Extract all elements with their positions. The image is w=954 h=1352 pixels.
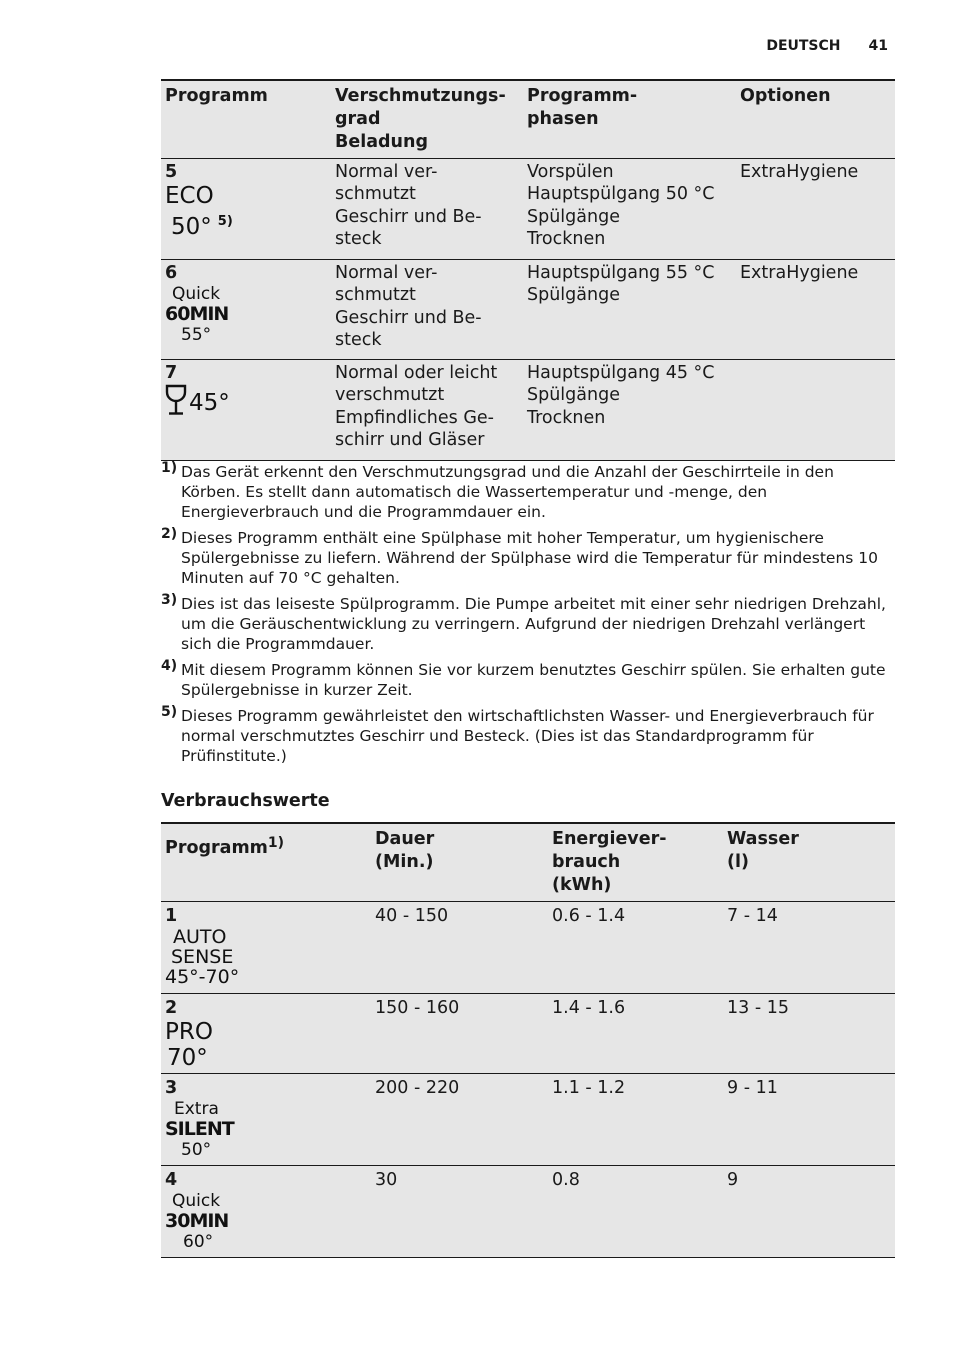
program-cell xyxy=(161,901,371,993)
program-temperature: 45°-70° xyxy=(165,965,240,988)
footnote xyxy=(161,462,891,522)
program-symbol-silent: SILENT xyxy=(165,1117,234,1140)
program-symbol-temp xyxy=(171,209,327,240)
table-row xyxy=(161,1165,895,1257)
column-header-program: Programm xyxy=(165,86,268,106)
program-temperature: 70° xyxy=(167,1044,208,1071)
phases-cell: Vorspülen Hauptspülgang 50 °C Spülgänge Trocknen xyxy=(527,161,715,249)
program-temperature: 45° xyxy=(189,390,230,416)
program-temperature: 60° xyxy=(183,1231,214,1252)
program-cell xyxy=(161,158,331,259)
footnote-text: Mit diesem Programm können Sie vor kurzem benutztes Geschirr spülen. Sie erhalten gute Spülergebnisse in kurzer Zeit. xyxy=(181,661,886,699)
soil-cell: Normal ver- schmutzt Geschirr und Be- steck xyxy=(335,161,482,249)
program-number: 5 xyxy=(165,161,178,182)
footnote xyxy=(161,528,891,588)
energy-cell: 0.8 xyxy=(552,1169,580,1190)
program-number: 1 xyxy=(165,905,178,926)
phases-cell: Hauptspülgang 45 °C Spülgänge Trocknen xyxy=(527,362,715,428)
footnotes xyxy=(161,462,891,772)
duration-cell: 150 - 160 xyxy=(375,997,460,1018)
consumption-table xyxy=(161,822,895,1258)
options-cell xyxy=(736,359,895,460)
water-cell: 9 - 11 xyxy=(727,1077,778,1098)
footnote-text: Dieses Programm enthält eine Spülphase mit hoher Temperatur, um hygienischere Spülergebnisse zu liefern. Während der Spülphase wird die Temperatur für mindestens 10 Minuten auf 70 °C gehalten. xyxy=(181,529,879,587)
program-symbol-sense: SENSE xyxy=(171,945,234,968)
energy-cell: 1.4 - 1.6 xyxy=(552,997,626,1018)
options-cell: ExtraHygiene xyxy=(740,262,859,283)
footnote-mark: 1) xyxy=(161,460,178,476)
column-header-phases: Programm- phasen xyxy=(527,86,638,129)
column-header-soil: Verschmutzungs- grad Beladung xyxy=(335,86,506,152)
duration-cell: 40 - 150 xyxy=(375,905,449,926)
page-header xyxy=(766,38,888,54)
program-cell xyxy=(161,1165,371,1257)
footnote-ref: 1) xyxy=(267,835,285,851)
program-symbol-glass xyxy=(165,384,327,416)
wine-glass-icon xyxy=(165,384,187,416)
column-header-duration: Dauer (Min.) xyxy=(375,829,435,872)
program-temperature: 50° xyxy=(181,1139,212,1160)
program-number: 6 xyxy=(165,262,178,283)
footnote-mark: 3) xyxy=(161,592,178,608)
footnote-text: Das Gerät erkennt den Verschmutzungsgrad und die Anzahl der Geschirrteile in den Körben. Es stellt dann automatisch die Wassertemperatur und -menge, den Energieverbrauch und die Programmdauer ein. xyxy=(181,463,834,521)
program-cell xyxy=(161,1073,371,1165)
program-cell xyxy=(161,259,331,359)
footnote xyxy=(161,594,891,654)
table-header-row xyxy=(161,823,895,901)
column-header-energy: Energiever- brauch (kWh) xyxy=(552,829,667,895)
energy-cell: 1.1 - 1.2 xyxy=(552,1077,626,1098)
program-temperature: 55° xyxy=(181,325,212,345)
program-symbol-pro: PRO xyxy=(165,1018,213,1045)
water-cell: 13 - 15 xyxy=(727,997,789,1018)
program-temperature: 50° xyxy=(171,214,212,240)
program-symbol-eco: ECO xyxy=(165,183,214,209)
footnote-text: Dieses Programm gewährleistet den wirtschaftlichsten Wasser- und Energieverbrauch für normal verschmutztes Geschirr und Besteck. (Dies ist das Standardprogramm für Prüfinstitute.) xyxy=(181,707,874,765)
program-cell xyxy=(161,359,331,460)
program-symbol-extra: Extra xyxy=(174,1098,219,1119)
footnote xyxy=(161,660,891,700)
phases-cell: Hauptspülgang 55 °C Spülgänge xyxy=(527,262,715,305)
page-number: 41 xyxy=(868,38,888,54)
table-row xyxy=(161,259,895,359)
soil-cell: Normal ver- schmutzt Geschirr und Be- steck xyxy=(335,262,482,350)
program-symbol-quick: Quick xyxy=(172,1190,221,1211)
footnote-mark: 5) xyxy=(161,704,178,720)
program-symbol-quick: Quick xyxy=(172,284,221,304)
program-number: 7 xyxy=(165,362,178,383)
column-header-water: Wasser (l) xyxy=(727,829,799,872)
footnote-mark: 2) xyxy=(161,526,178,542)
program-number: 2 xyxy=(165,997,178,1018)
footnote-mark: 4) xyxy=(161,658,178,674)
table-row xyxy=(161,158,895,259)
duration-cell: 200 - 220 xyxy=(375,1077,460,1098)
table-row xyxy=(161,1073,895,1165)
column-header-program xyxy=(161,823,371,901)
programs-table xyxy=(161,79,895,461)
program-symbol-auto: AUTO xyxy=(173,925,227,948)
duration-cell: 30 xyxy=(375,1169,398,1190)
options-cell: ExtraHygiene xyxy=(740,161,859,182)
table-row xyxy=(161,993,895,1073)
water-cell: 7 - 14 xyxy=(727,905,778,926)
language-label: DEUTSCH xyxy=(766,38,841,54)
program-symbol-minutes: 60MIN xyxy=(165,303,229,325)
table-header-row xyxy=(161,80,895,158)
program-number: 3 xyxy=(165,1077,178,1098)
column-header-program-label: Programm xyxy=(165,838,268,858)
program-number: 4 xyxy=(165,1169,178,1190)
program-symbol-minutes: 30MIN xyxy=(165,1209,229,1232)
footnote-text: Dies ist das leiseste Spülprogramm. Die Pumpe arbeitet mit einer sehr niedrigen Drehzahl, um die Geräuschentwicklung zu verringern. Aufgrund der niedrigen Drehzahl verlängert sich die Programmdauer. xyxy=(181,595,886,653)
table-row xyxy=(161,901,895,993)
footnote xyxy=(161,706,891,766)
section-title: Verbrauchswerte xyxy=(161,791,330,811)
water-cell: 9 xyxy=(727,1169,739,1190)
soil-cell: Normal oder leicht verschmutzt Empfindliches Ge- schirr und Gläser xyxy=(335,362,498,450)
table-row xyxy=(161,359,895,460)
footnote-ref: 5) xyxy=(217,214,233,229)
energy-cell: 0.6 - 1.4 xyxy=(552,905,626,926)
column-header-options: Optionen xyxy=(740,86,831,106)
program-cell xyxy=(161,993,371,1073)
